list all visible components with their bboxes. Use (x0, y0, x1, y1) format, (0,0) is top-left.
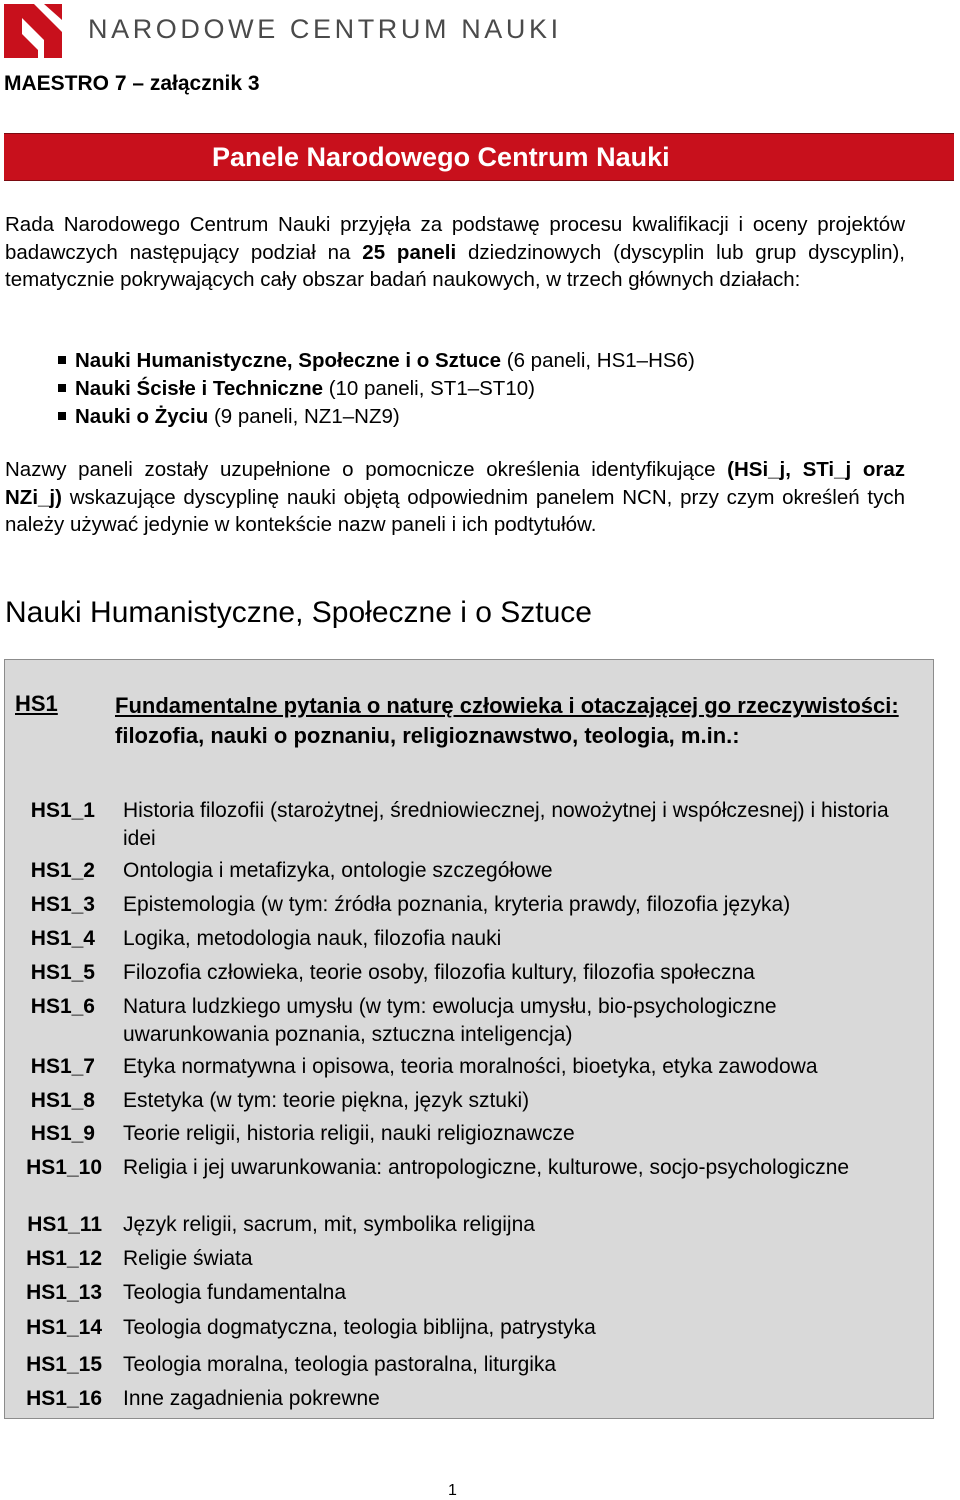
subpanel-code: HS1_4 (30, 927, 95, 950)
subpanel-code: HS1_10 (26, 1156, 102, 1179)
area-name: Nauki o Życiu (75, 405, 209, 428)
subpanel-code: HS1_12 (26, 1247, 102, 1270)
subpanel-code: HS1_16 (26, 1387, 102, 1410)
title-banner (4, 133, 954, 181)
naming-text-1: Nazwy paneli zostały uzupełnione o pomocnicze określenia identyfikujące (5, 458, 728, 481)
subpanel-code: HS1_9 (30, 1122, 95, 1145)
panel-title-rest: filozofia, nauki o poznaniu, religioznawstwo, teologia, m.in.: (115, 723, 740, 748)
subpanel-desc: Religie świata (123, 1247, 253, 1270)
subpanel-code: HS1_5 (30, 961, 95, 984)
subpanel-desc: Epistemologia (w tym: źródła poznania, kryteria prawdy, filozofia języka) (123, 893, 791, 916)
subpanel-code: HS1_2 (30, 859, 95, 882)
square-bullet-icon (58, 384, 66, 392)
area-name: Nauki Humanistyczne, Społeczne i o Sztuce (75, 349, 502, 372)
org-name: NARODOWE CENTRUM NAUKI (88, 14, 562, 44)
list-item (75, 375, 695, 403)
section-heading: Nauki Humanistyczne, Społeczne i o Sztuce (5, 596, 592, 629)
panel-title-underlined: Fundamentalne pytania o naturę człowieka i otaczającej go rzeczywistości: (115, 693, 899, 718)
panel-title (115, 691, 925, 751)
subpanel-desc: Logika, metodologia nauk, filozofia nauki (123, 927, 502, 950)
ncn-logo-icon (4, 4, 62, 58)
subpanel-desc: Inne zagadnienia pokrewne (123, 1387, 380, 1410)
subpanel-desc: Natura ludzkiego umysłu (w tym: ewolucja umysłu, bio-psychologiczne uwarunkowania poznania, sztuczna inteligencja) (123, 995, 777, 1046)
subpanel-code: HS1_8 (30, 1089, 95, 1112)
page-title: Panele Narodowego Centrum Nauki (212, 142, 670, 172)
area-detail: (9 paneli, NZ1–NZ9) (208, 405, 400, 428)
area-detail: (10 paneli, ST1–ST10) (323, 377, 535, 400)
subpanel-desc: Filozofia człowieka, teorie osoby, filozofia kultury, filozofia społeczna (123, 961, 755, 984)
area-detail: (6 paneli, HS1–HS6) (501, 349, 695, 372)
subpanel-code: HS1_11 (27, 1213, 102, 1236)
intro-text-2: dziedzinowych (dyscyplin lub grup dyscyplin), tematycznie pokrywających cały obszar badań naukowych, w trzech głównych działach: (5, 240, 905, 291)
subpanel-code: HS1_3 (30, 893, 95, 916)
list-item (75, 403, 695, 431)
square-bullet-icon (58, 356, 66, 364)
subpanel-code: HS1_1 (30, 799, 95, 822)
intro-bold: 25 paneli (362, 240, 457, 264)
naming-text-2: wskazujące dyscyplinę nauki objętą odpowiednim panelem NCN, przy czym określeń tych należy używać jedynie w kontekście nazw paneli i ich podtytułów. (5, 485, 905, 536)
subpanel-code: HS1_15 (26, 1353, 102, 1376)
areas-list (75, 347, 695, 431)
intro-paragraph (5, 211, 905, 294)
naming-bold: (HSi_j, STi_j oraz NZi_j) (5, 458, 905, 509)
annex-label: MAESTRO 7 – załącznik 3 (4, 72, 260, 95)
subpanel-desc: Etyka normatywna i opisowa, teoria moralności, bioetyka, etyka zawodowa (123, 1055, 818, 1078)
subpanel-code: HS1_14 (26, 1316, 102, 1339)
subpanel-desc: Historia filozofii (starożytnej, średniowiecznej, nowożytnej i współczesnej) i historia idei (123, 799, 889, 850)
panel-code: HS1 (15, 691, 58, 716)
subpanel-code: HS1_6 (30, 995, 95, 1018)
subpanel-desc: Teorie religii, historia religii, nauki religioznawcze (123, 1122, 575, 1145)
subpanel-code: HS1_13 (26, 1281, 102, 1304)
subpanel-desc: Estetyka (w tym: teorie piękna, język sztuki) (123, 1089, 530, 1112)
naming-paragraph (5, 456, 905, 539)
subpanel-desc: Religia i jej uwarunkowania: antropologiczne, kulturowe, socjo-psychologiczne (123, 1156, 850, 1179)
subpanel-desc: Teologia fundamentalna (123, 1281, 347, 1304)
area-name: Nauki Ścisłe i Techniczne (75, 377, 323, 400)
subpanel-desc: Teologia moralna, teologia pastoralna, liturgika (123, 1353, 557, 1376)
subpanel-desc: Teologia dogmatyczna, teologia biblijna, patrystyka (123, 1316, 596, 1339)
square-bullet-icon (58, 412, 66, 420)
page-number: 1 (448, 1482, 457, 1499)
intro-text-1: Rada Narodowego Centrum Nauki przyjęła za podstawę procesu kwalifikacji i oceny projektów badawczych następujący podział na (5, 213, 905, 264)
list-item (75, 347, 695, 375)
subpanel-code: HS1_7 (30, 1055, 95, 1078)
subpanel-desc: Ontologia i metafizyka, ontologie szczegółowe (123, 859, 553, 882)
subpanel-desc: Język religii, sacrum, mit, symbolika religijna (123, 1213, 535, 1236)
